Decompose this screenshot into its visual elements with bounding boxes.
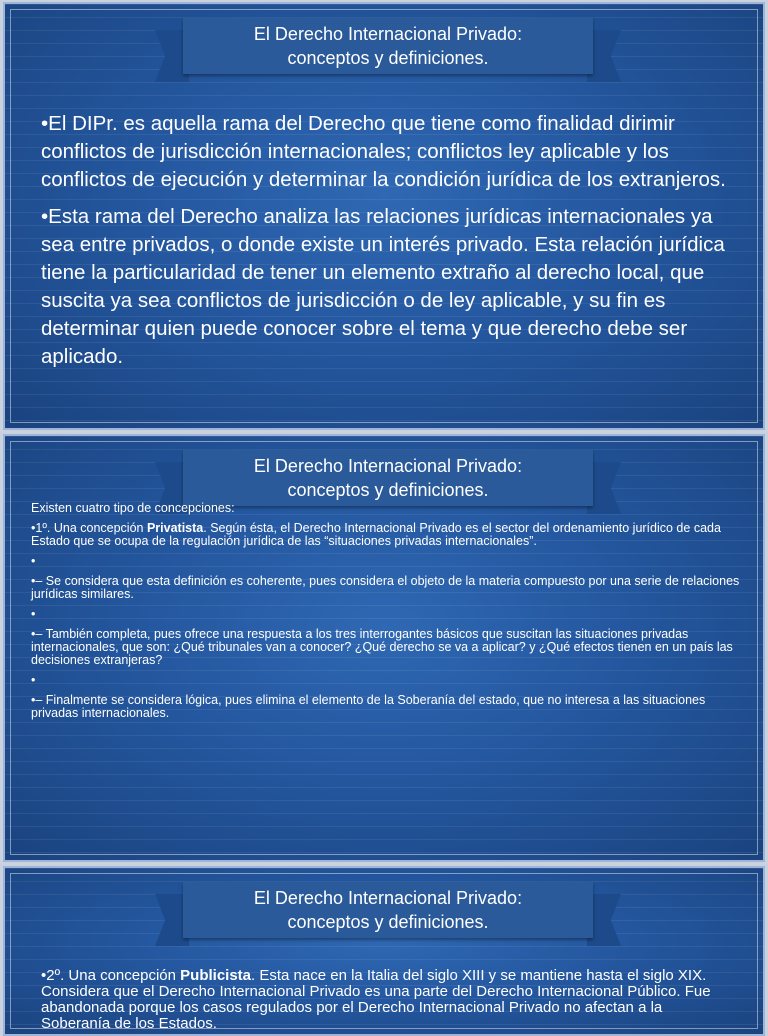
title-banner [155, 18, 621, 76]
bullet-paragraph: •El DIPr. es aquella rama del Derecho que tiene como finalidad dirimir conflictos de jurisdicción internacionales; conflictos ley aplicable y los conflictos de ejecución y determinar la condición jurídica de los extranjeros. [41, 112, 726, 191]
bullet-prefix: •2º. Una concepción [41, 967, 181, 984]
title-line-1: El Derecho Internacional Privado: [253, 456, 523, 476]
title-line-2: conceptos y definiciones. [287, 912, 489, 932]
empty-bullet: • [31, 554, 36, 568]
bullet-paragraph [41, 968, 733, 1032]
title-line-2: conceptos y definiciones. [287, 480, 489, 500]
slide-title [183, 882, 593, 938]
bullet-rest: . Según ésta, el Derecho Internacional Privado es el sector del ordenamiento jurídico de cada Estado que se ocupa de la regulación jurídica de las “situaciones privadas internacionales”. [31, 521, 721, 548]
slide-3 [3, 866, 765, 1036]
slide-body [41, 110, 733, 380]
title-banner [155, 450, 621, 508]
slide-1 [3, 2, 765, 430]
slide-2 [3, 434, 765, 862]
bullet-prefix: •1º. Una concepción [31, 521, 147, 535]
title-line-2: conceptos y definiciones. [287, 48, 489, 68]
title-banner [155, 882, 621, 940]
bullet-rest: . Esta nace en la Italia del siglo XIII y se mantiene hasta el siglo XIX. Considera que el Derecho Internacional Privado es una parte del Derecho Internacional Público. Fue abandonada porque los casos regulados por el Derecho Internacional Privado no afectan a la Soberanía de los Estados. [41, 967, 711, 1032]
slide-title [183, 450, 593, 506]
slide-body [31, 502, 741, 727]
bullet-paragraph: •– También completa, pues ofrece una respuesta a los tres interrogantes básicos que suscitan las situaciones privadas internacionales, que son: ¿Qué tribunales van a conocer? ¿Qué derecho se va a aplicar? y ¿Qué efectos tienen en un país las decisiones extranjeras? [31, 627, 733, 667]
bullet-paragraph: •– Finalmente se considera lógica, pues elimina el elemento de la Soberanía del estado, que no interesa a las situaciones privadas internacionales. [31, 693, 706, 720]
bold-term: Privatista [146, 521, 204, 535]
empty-bullet: • [31, 607, 36, 621]
bold-term: Publicista [180, 967, 252, 984]
title-line-1: El Derecho Internacional Privado: [253, 24, 523, 44]
bullet-paragraph: •Esta rama del Derecho analiza las relaciones jurídicas internacionales ya sea entre privados, o donde existe un interés privado. Esta relación jurídica tiene la particularidad de tener un elemento extraño al derecho local, que suscita ya sea conflictos de jurisdicción o de ley aplicable, y su fin es determinar quien puede conocer sobre el tema y que derecho debe ser aplicado. [41, 205, 725, 368]
slide-title [183, 18, 593, 74]
bullet-paragraph [31, 522, 741, 548]
title-line-1: El Derecho Internacional Privado: [253, 888, 523, 908]
bullet-paragraph: •– Se considera que esta definición es coherente, pues considera el objeto de la materia compuesto por una serie de relaciones jurídicas similares. [31, 574, 740, 601]
intro-text: Existen cuatro tipo de concepciones: [31, 501, 235, 515]
empty-bullet: • [31, 673, 36, 687]
slide-body [41, 968, 733, 1032]
